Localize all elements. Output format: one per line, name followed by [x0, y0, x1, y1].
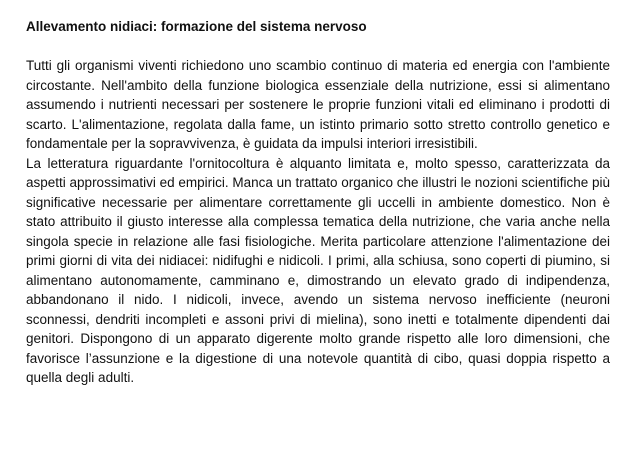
paragraph-intro: Tutti gli organismi viventi richiedono uno scambio continuo di materia ed energia con l'ambiente circostante. Nell'ambito della funzione biologica essenziale della nutrizione, essi si alimentano assumendo i nutrienti necessari per sostenere le proprie funzioni vitali ed eliminano i prodotti di scarto. L'alimentazione, regolata dalla fame, un istinto primario sotto stretto controllo genetico e fondamentale per la sopravvivenza, è guidata da impulsi interiori irresistibili.	[26, 58, 610, 151]
document-page	[26, 17, 610, 388]
paragraph-body: La letteratura riguardante l'ornitocoltura è alquanto limitata e, molto spesso, caratterizzata da aspetti approssimativi ed empirici. Manca un trattato organico che illustri le nozioni scientifiche più significative necessarie per alimentare correttamente gli uccelli in ambiente domestico. Non è stato attribuito il giusto interesse alla complessa tematica della nutrizione, che varia anche nella singola specie in relazione alle fasi fisiologiche. Merita particolare attenzione l'alimentazione dei primi giorni di vita dei nidiacei: nidifughi e nidicoli. I primi, alla schiusa, sono coperti di piumino, si alimentano autonomamente, camminano e, dimostrando un elevato grado di indipendenza, abbandonano il nido. I nidicoli, invece, avendo un sistema nervoso inefficiente (neuroni sconnessi, dendriti incompleti e assoni privi di mielina), sono inetti e totalmente dipendenti dai genitori. Dispongono di un apparato digerente molto grande rispetto alle loro dimensioni, che favorisce l’assunzione e la digestione di una notevole quantità di cibo, quasi doppia rispetto a quella degli adulti.	[26, 155, 610, 385]
document-title: Allevamento nidiaci: formazione del sistema nervoso	[26, 19, 367, 34]
